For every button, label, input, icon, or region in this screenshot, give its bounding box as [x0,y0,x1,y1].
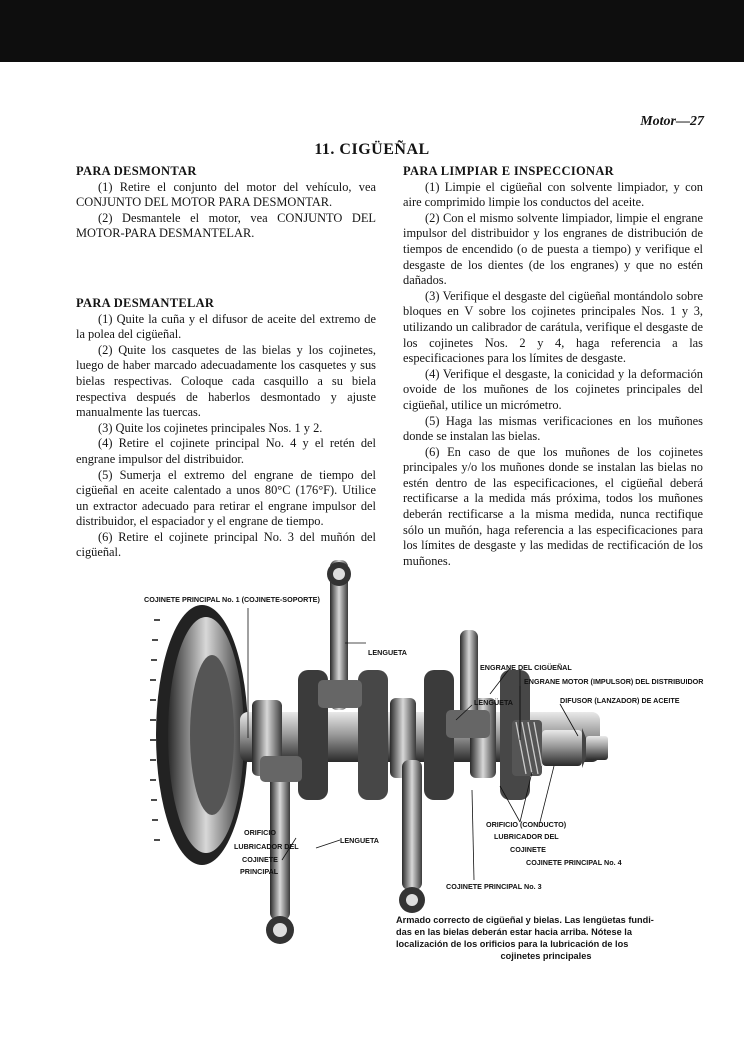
label-orificio: ORIFICIO [244,828,276,837]
paragraph: (6) Retire el cojinete principal No. 3 del muñón del cigüeñal. [76,529,376,560]
heading-desmantelar: PARA DESMANTELAR [76,295,215,310]
label-cojinete-right: COJINETE [510,845,546,854]
page-header: Motor—27 [640,114,704,129]
label-cojinete-principal-3: COJINETE PRINCIPAL No. 3 [446,882,542,891]
paragraph: (1) Quite la cuña y el difusor de aceite del extremo de la polea del cigüeñal. [76,311,376,342]
paragraph: (5) Sumerja el extremo del engrane de tiempo del cigüeñal en aceite calentado a unos 80°C (176°F). Utilice un extractor adecuado para retirar el engrane impulsor del distribuidor, el espaciador y el engrane de tiempo. [76,467,376,529]
label-orificio-conducto: ORIFICIO (CONDUCTO) [486,820,567,829]
paragraph: (2) Con el mismo solvente limpiador, limpie el engrane impulsor del distribuidor y los engranes de distribución de tiempos de encendido (o de puesta a tiempo) y verifique el desgaste de los dientes (de los engranes) y que no estén dañados. [403,210,703,288]
left-column [76,164,376,561]
caption-line: localización de los orificios para la lubricación de los [396,939,629,949]
label-cojinete-principal-4: COJINETE PRINCIPAL No. 4 [526,858,622,867]
crankshaft-figure [140,560,704,970]
scan-top-border [0,0,744,62]
label-lubricador-left: LUBRICADOR DEL [234,842,299,851]
caption-line: Armado correcto de cigüeñal y bielas. Las lengüetas fundi- [396,915,654,925]
label-engrane-ciguenal: ENGRANE DEL CIGÜEÑAL [480,663,572,672]
paragraph: (1) Retire el conjunto del motor del vehículo, vea CONJUNTO DEL MOTOR PARA DESMONTAR. [76,179,376,210]
crankshaft-illustration [140,560,700,970]
paragraph: (4) Verifique el desgaste, la conicidad y la deformación ovoide de los muñones de los cojinetes principales del cigüeñal, utilice un micrómetro. [403,366,703,412]
label-lengueta-mid: LENGÜETA [474,698,513,707]
section-title: 11. CIGÜEÑAL [314,141,430,158]
heading-desmontar: PARA DESMONTAR [76,164,197,178]
caption-line: cojinetes principales [500,951,592,961]
paragraph: (3) Verifique el desgaste del cigüeñal montándolo sobre bloques en V sobre los cojinetes principales Nos. 1 y 3, utilizando un calibrador de carátula, verifique el desgaste de los cojinetes Nos. 2 y 4, haga referencia a las especificaciones para los límites de desgaste. [403,288,703,366]
paragraph: (4) Retire el cojinete principal No. 4 y el retén del engrane impulsor del distribuidor. [76,436,376,466]
heading-limpiar: PARA LIMPIAR E INSPECCIONAR [403,164,615,178]
label-engrane-motor: ENGRANE MOTOR (IMPULSOR) DEL DISTRIBUIDOR [524,677,704,686]
paragraph: (5) Haga las mismas verificaciones en los muñones donde se instalan las bielas. [403,413,703,444]
label-lengueta-top: LENGUETA [368,648,407,657]
label-difusor: DIFUSOR (LANZADOR) DE ACEITE [560,696,680,705]
label-cojinete-left: COJINETE [242,855,278,864]
figure-caption [396,914,696,962]
caption-line: das en las bielas deberán estar hacia arriba. Nótese la [396,927,632,937]
label-lengueta-bottom: LENGUETA [340,836,379,845]
label-principal-left: PRINCIPAL [240,867,279,876]
right-column [403,164,703,569]
paragraph: (6) En caso de que los muñones de los cojinetes principales y/o los muñones donde se instalan las bielas no estén dentro de las especificaciones, el cigüeñal deberá rectificarse a la medida más próxima, todos los muñones deberán rectificarse a la misma medida, nunca rectifique sólo un muñón, haga referencia a las especificaciones para los límites de desgaste y las medidas de rectificación de los muñones. [403,444,703,568]
label-cojinete-principal-1: COJINETE PRINCIPAL No. 1 (COJINETE-SOPORTE) [144,595,320,604]
paragraph: (3) Quite los cojinetes principales Nos. 1 y 2. [98,420,323,435]
paragraph: (1) Limpie el cigüeñal con solvente limpiador, y con aire comprimido limpie los conductos del aceite. [403,179,703,210]
label-lubricador-del: LUBRICADOR DEL [494,832,559,841]
paragraph: (2) Desmantele el motor, vea CONJUNTO DEL MOTOR-PARA DESMANTELAR. [76,210,376,241]
paragraph: (2) Quite los casquetes de las bielas y los cojinetes, luego de haber marcado adecuadamente los casquetes y sus bielas respectivas. Coloque cada casquillo a su biela respectiva después de haberlos desmontado y ajuste manualmente las tuercas. [76,342,376,420]
